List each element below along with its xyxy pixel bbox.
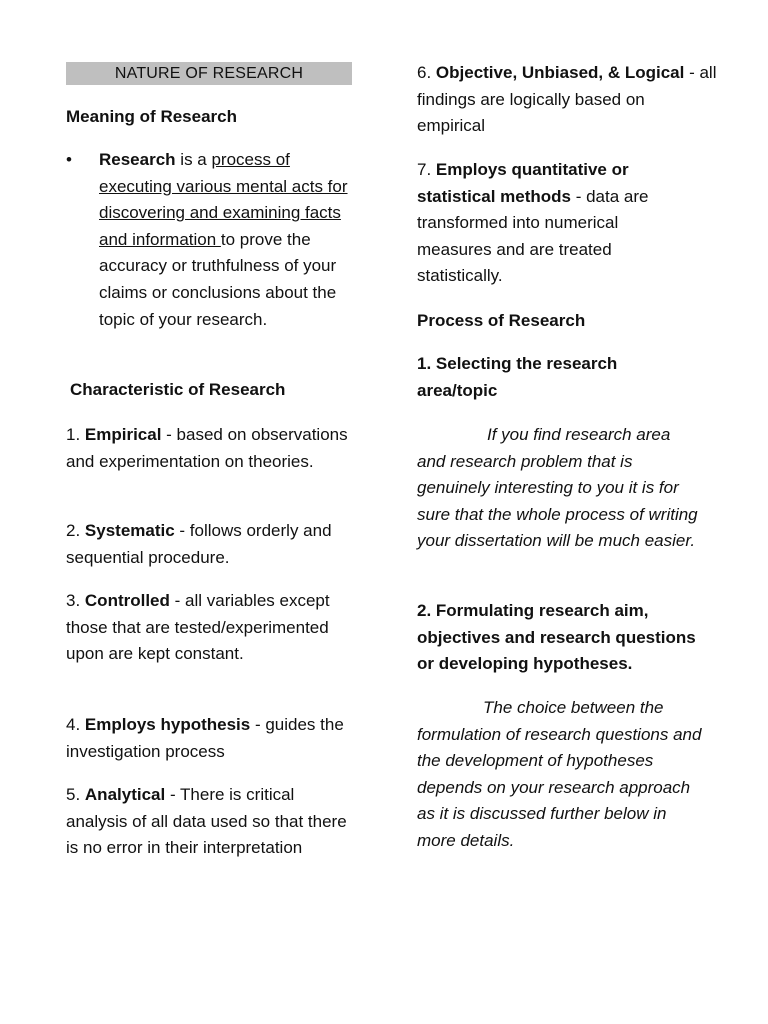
item-number: 5. [66,785,85,804]
item-description: - There is critical analysis of all data used so that there is no error in their interpretation [66,785,347,858]
research-is-a: is a [175,150,212,169]
research-rest-text: to prove the accuracy or truthfulness of your claims or conclusions about the topic of your research. [99,229,337,329]
bullet-marker: • [66,150,72,169]
characteristic-heading: Characteristic of Research [70,380,286,399]
item-term: Systematic [84,521,175,540]
page-title: NATURE OF RESEARCH [66,62,352,85]
step-1-text: If you find research area and research problem that is genuinely interesting to you it is for sure that the whole process of writing your dissertation will be much easier. [417,425,698,551]
item-number: 4. [66,715,85,734]
item-number: 3. [66,591,85,610]
item-number: 2. [66,521,85,540]
step-1-heading: 1. Selecting the research area/topic [417,354,618,400]
characteristic-item-7 [417,157,687,290]
characteristic-item-3 [66,588,356,668]
research-definition [99,147,359,333]
item-description: - guides the investigation process [66,715,344,761]
step-2-heading: 2. Formulating research aim, objectives and research questions or developing hypotheses. [417,601,696,674]
characteristic-item-4 [66,712,356,765]
item-term: Objective, Unbiased, & Logical [435,63,685,82]
meaning-heading: Meaning of Research [66,107,237,126]
step-2-text: The choice between the formulation of research questions and the development of hypotheses depends on your research approach as it is discussed further below in more details. [417,698,702,850]
research-underlined-text: process of executing various mental acts for discovering and examining facts and information [99,150,348,249]
item-description: - based on observations and experimentation on theories. [66,425,348,471]
item-description: - follows orderly and sequential procedure. [66,521,332,567]
characteristic-item-5 [66,782,356,862]
item-term: Employs quantitative or statistical methods [417,160,629,206]
item-term: Empirical [84,425,162,444]
research-term: Research [99,150,176,169]
characteristic-item-6 [417,60,717,140]
item-term: Controlled [84,591,170,610]
item-number: 1. [66,425,85,444]
item-description: - data are transformed into numerical measures and are treated statistically. [417,186,649,286]
item-term: Employs hypothesis [84,715,251,734]
item-number: 7. [417,160,436,179]
characteristic-item-2 [66,518,356,571]
item-term: Analytical [84,785,166,804]
item-number: 6. [417,63,436,82]
item-description: - all variables except those that are tested/experimented upon are kept constant. [66,591,330,664]
characteristic-item-1 [66,422,356,475]
process-heading: Process of Research [417,311,586,330]
item-description: - all findings are logically based on empirical [417,63,717,136]
